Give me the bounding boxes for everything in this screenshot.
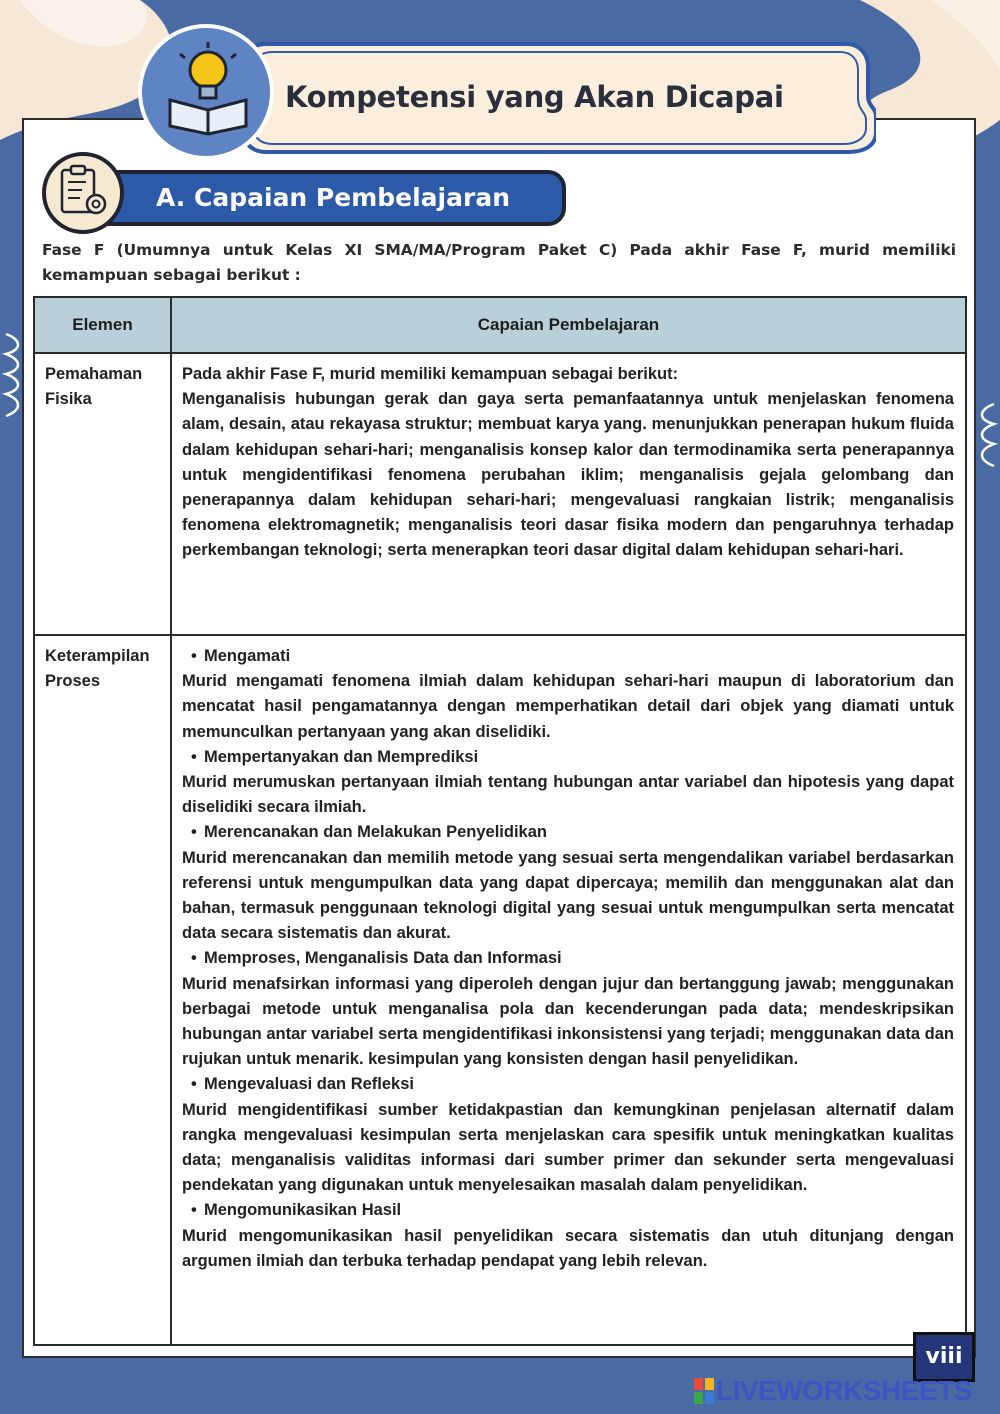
skill-title: • Mengevaluasi dan Refleksi — [182, 1072, 954, 1097]
page-number: viii — [913, 1332, 975, 1382]
lightbulb-book-icon — [160, 40, 256, 136]
clipboard-gear-icon — [52, 162, 114, 224]
skill-title: • Mempertanyakan dan Memprediksi — [182, 745, 954, 770]
watermark-text: LIVEWORKSHEETS — [716, 1375, 972, 1406]
skill-text: Murid merumuskan pertanyaan ilmiah tentang hubungan antar variabel dan hipotesis yang dapat diselidiki secara ilmiah. — [182, 773, 954, 817]
table-header-row — [34, 297, 966, 353]
skill-text: Murid mengidentifikasi sumber ketidakpastian dan kemungkinan penjelasan alternatif dalam rangka mengevaluasi kesimpulan serta menjelaskan cara spesifik untuk meningkatkan kualitas data; menganalisis validitas informasi dari sumber primer dan sekunder serta mengevaluasi pendekatan yang digunakan untuk menyelesaikan masalah dalam penyelidikan. — [182, 1100, 954, 1195]
outcome-cell — [171, 635, 966, 1345]
right-squiggle-decoration — [974, 400, 1000, 470]
skill-text: Murid menafsirkan informasi yang diperoleh dengan jujur dan bertanggung jawab; menggunakan berbagai metode untuk menganalisa pola dan kecenderungan pada data; mendeskripsikan hubungan antar variabel serta mengidentifikasi inkonsistensi yang terjadi; menggunakan data dan rujukan untuk menarik. kesimpulan yang konsisten dengan hasil penyelidikan. — [182, 974, 955, 1069]
section-title: A. Capaian Pembelajaran — [156, 183, 510, 212]
table-row — [34, 353, 966, 635]
liveworksheets-logo-icon — [694, 1378, 714, 1404]
outcome-cell — [171, 353, 966, 635]
table-row — [34, 635, 966, 1345]
page-title: Kompetensi yang Akan Dicapai — [285, 80, 784, 114]
skill-text: Murid mengomunikasikan hasil penyelidikan secara sistematis dan utuh ditunjang dengan argumen ilmiah dan terbuka terhadap pendapat yang lebih relevan. — [182, 1226, 954, 1270]
outcome-text: Menganalisis hubungan gerak dan gaya serta pemanfaatannya untuk menjelaskan fenomena alam, desain, atau rekayasa struktur; membuat karya yang. menunjukkan penerapan hukum fluida dalam kehidupan sehari-hari; menganalisis konsep kalor dan termodinamika serta penerapannya untuk mengidentifikasi fenomena perubahan iklim; menganalisis gejala gelombang dan penerapannya dalam kehidupan sehari-hari; mengevaluasi rangkaian listrik; menganalisis fenomena elektromagnetik; menganalisis teori dasar fisika modern dan pengaruhnya terhadap perkembangan teknologi; serta menerapkan teori dasar digital dalam kehidupan sehari-hari. — [182, 390, 954, 560]
skill-text: Murid merencanakan dan memilih metode yang sesuai serta mengendalikan variabel berdasarkan referensi untuk mengumpulkan data yang dapat dipercaya; memilih dan menggunakan alat dan bahan, termasuk penggunaan teknologi digital yang sesuai untuk mengumpulkan serta mencatat data secara sistematis dan akurat. — [182, 848, 954, 943]
outcome-lead: Pada akhir Fase F, murid memiliki kemampuan sebagai berikut: — [182, 365, 679, 383]
skill-title: • Mengomunikasikan Hasil — [182, 1198, 954, 1223]
skill-title: • Mengamati — [182, 644, 954, 669]
element-cell: Pemahaman Fisika — [34, 353, 171, 635]
skill-title: • Memproses, Menganalisis Data dan Informasi — [182, 946, 954, 971]
liveworksheets-watermark — [694, 1374, 994, 1408]
column-header-outcome: Capaian Pembelajaran — [171, 297, 966, 353]
skill-title: • Merencanakan dan Melakukan Penyelidikan — [182, 820, 954, 845]
learning-outcomes-table — [33, 296, 967, 1346]
column-header-element: Elemen — [34, 297, 171, 353]
intro-paragraph: Fase F (Umumnya untuk Kelas XI SMA/MA/Program Paket C) Pada akhir Fase F, murid memiliki kemampuan sebagai berikut : — [42, 241, 956, 284]
left-squiggle-decoration — [0, 330, 26, 420]
skill-text: Murid mengamati fenomena ilmiah dalam kehidupan sehari-hari maupun di laboratorium dan mencatat hasil pengamatannya dengan memperhatikan detail dari objek yang diamati untuk memunculkan pertanyaan yang akan diselidiki. — [182, 672, 954, 741]
element-cell: Keterampilan Proses — [34, 635, 171, 1345]
